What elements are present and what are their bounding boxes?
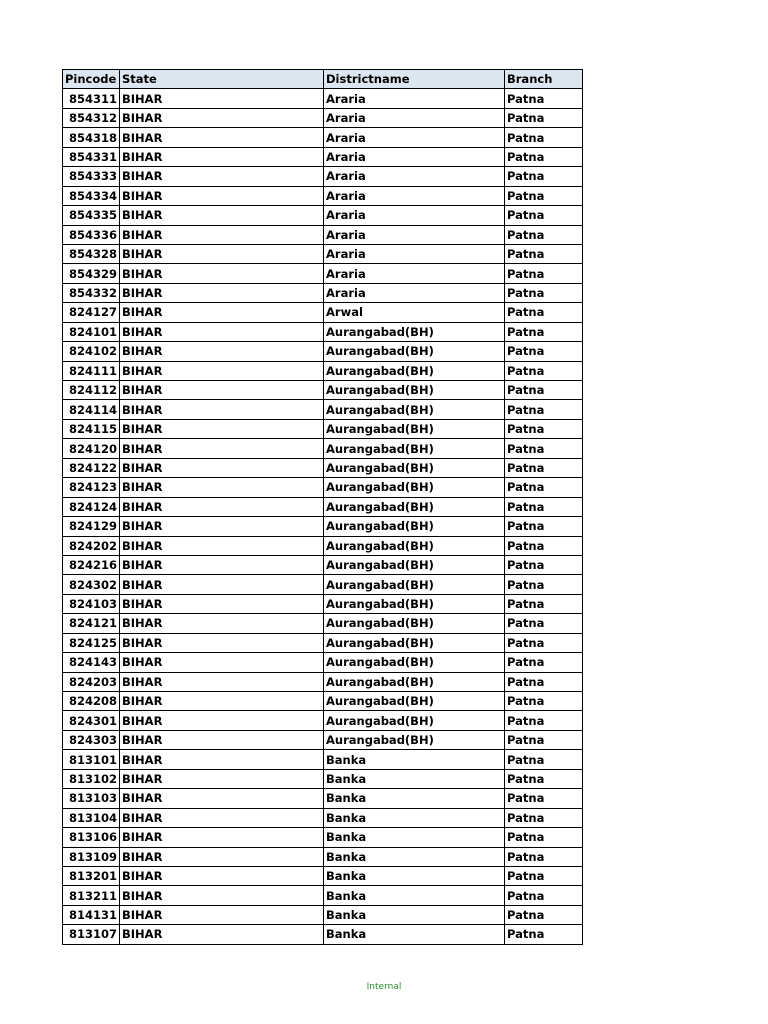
cell-state: BIHAR	[120, 828, 324, 847]
header-state: State	[120, 70, 324, 89]
table-row	[63, 847, 583, 866]
cell-state: BIHAR	[120, 108, 324, 127]
cell-branch: Patna	[505, 186, 583, 205]
cell-districtname: Banka	[324, 828, 505, 847]
table-row	[63, 322, 583, 341]
table-row	[63, 905, 583, 924]
cell-pincode: 824208	[63, 692, 120, 711]
footer-classification-label: Internal	[366, 982, 402, 992]
cell-pincode: 824102	[63, 342, 120, 361]
cell-branch: Patna	[505, 711, 583, 730]
cell-districtname: Arwal	[324, 303, 505, 322]
cell-districtname: Aurangabad(BH)	[324, 439, 505, 458]
cell-districtname: Aurangabad(BH)	[324, 711, 505, 730]
cell-branch: Patna	[505, 458, 583, 477]
table-row	[63, 186, 583, 205]
cell-pincode: 854336	[63, 225, 120, 244]
table-row	[63, 730, 583, 749]
cell-districtname: Aurangabad(BH)	[324, 594, 505, 613]
cell-districtname: Araria	[324, 206, 505, 225]
cell-districtname: Aurangabad(BH)	[324, 730, 505, 749]
cell-state: BIHAR	[120, 89, 324, 108]
cell-state: BIHAR	[120, 186, 324, 205]
cell-state: BIHAR	[120, 769, 324, 788]
cell-state: BIHAR	[120, 147, 324, 166]
pincode-table	[62, 69, 583, 945]
cell-state: BIHAR	[120, 925, 324, 944]
cell-pincode: 824111	[63, 361, 120, 380]
cell-districtname: Araria	[324, 225, 505, 244]
cell-pincode: 854331	[63, 147, 120, 166]
cell-state: BIHAR	[120, 789, 324, 808]
cell-districtname: Banka	[324, 905, 505, 924]
cell-pincode: 824115	[63, 419, 120, 438]
cell-branch: Patna	[505, 264, 583, 283]
table-row	[63, 594, 583, 613]
cell-pincode: 854333	[63, 167, 120, 186]
cell-districtname: Banka	[324, 866, 505, 885]
cell-state: BIHAR	[120, 692, 324, 711]
cell-districtname: Banka	[324, 886, 505, 905]
cell-branch: Patna	[505, 847, 583, 866]
cell-districtname: Banka	[324, 769, 505, 788]
cell-state: BIHAR	[120, 517, 324, 536]
cell-pincode: 854332	[63, 283, 120, 302]
cell-branch: Patna	[505, 478, 583, 497]
cell-pincode: 824129	[63, 517, 120, 536]
table-row	[63, 342, 583, 361]
cell-state: BIHAR	[120, 750, 324, 769]
cell-districtname: Banka	[324, 925, 505, 944]
cell-districtname: Aurangabad(BH)	[324, 322, 505, 341]
cell-pincode: 814131	[63, 905, 120, 924]
cell-districtname: Aurangabad(BH)	[324, 400, 505, 419]
table-row	[63, 497, 583, 516]
cell-state: BIHAR	[120, 322, 324, 341]
table-row	[63, 828, 583, 847]
cell-pincode: 854312	[63, 108, 120, 127]
cell-branch: Patna	[505, 866, 583, 885]
cell-districtname: Araria	[324, 244, 505, 263]
cell-branch: Patna	[505, 419, 583, 438]
table-row	[63, 244, 583, 263]
cell-districtname: Araria	[324, 89, 505, 108]
cell-pincode: 813211	[63, 886, 120, 905]
cell-branch: Patna	[505, 633, 583, 652]
cell-branch: Patna	[505, 167, 583, 186]
cell-branch: Patna	[505, 283, 583, 302]
table-row	[63, 711, 583, 730]
cell-branch: Patna	[505, 147, 583, 166]
cell-branch: Patna	[505, 692, 583, 711]
table-row	[63, 633, 583, 652]
cell-branch: Patna	[505, 808, 583, 827]
table-row	[63, 575, 583, 594]
cell-branch: Patna	[505, 517, 583, 536]
table-row	[63, 672, 583, 691]
cell-state: BIHAR	[120, 206, 324, 225]
table-row	[63, 555, 583, 574]
table-row	[63, 866, 583, 885]
cell-branch: Patna	[505, 789, 583, 808]
cell-state: BIHAR	[120, 672, 324, 691]
table-row	[63, 458, 583, 477]
cell-districtname: Aurangabad(BH)	[324, 672, 505, 691]
cell-state: BIHAR	[120, 594, 324, 613]
cell-districtname: Araria	[324, 108, 505, 127]
table-row	[63, 808, 583, 827]
table-row	[63, 419, 583, 438]
table-row	[63, 303, 583, 322]
cell-districtname: Aurangabad(BH)	[324, 692, 505, 711]
cell-districtname: Aurangabad(BH)	[324, 575, 505, 594]
cell-pincode: 824203	[63, 672, 120, 691]
table-row	[63, 925, 583, 944]
table-row	[63, 769, 583, 788]
cell-pincode: 813104	[63, 808, 120, 827]
cell-branch: Patna	[505, 828, 583, 847]
cell-branch: Patna	[505, 555, 583, 574]
cell-state: BIHAR	[120, 866, 324, 885]
cell-state: BIHAR	[120, 633, 324, 652]
cell-state: BIHAR	[120, 808, 324, 827]
cell-branch: Patna	[505, 653, 583, 672]
cell-pincode: 824302	[63, 575, 120, 594]
table-row	[63, 750, 583, 769]
cell-districtname: Araria	[324, 128, 505, 147]
cell-pincode: 824125	[63, 633, 120, 652]
header-districtname: Districtname	[324, 70, 505, 89]
table-row	[63, 400, 583, 419]
cell-districtname: Banka	[324, 808, 505, 827]
cell-pincode: 854328	[63, 244, 120, 263]
table-row	[63, 886, 583, 905]
cell-pincode: 824202	[63, 536, 120, 555]
cell-branch: Patna	[505, 575, 583, 594]
cell-districtname: Araria	[324, 147, 505, 166]
cell-districtname: Aurangabad(BH)	[324, 342, 505, 361]
cell-branch: Patna	[505, 497, 583, 516]
cell-state: BIHAR	[120, 905, 324, 924]
cell-pincode: 824123	[63, 478, 120, 497]
cell-districtname: Banka	[324, 847, 505, 866]
cell-branch: Patna	[505, 128, 583, 147]
cell-pincode: 824301	[63, 711, 120, 730]
cell-districtname: Aurangabad(BH)	[324, 419, 505, 438]
cell-state: BIHAR	[120, 478, 324, 497]
cell-state: BIHAR	[120, 458, 324, 477]
cell-branch: Patna	[505, 886, 583, 905]
header-branch: Branch	[505, 70, 583, 89]
table-row	[63, 381, 583, 400]
cell-pincode: 824303	[63, 730, 120, 749]
cell-pincode: 813102	[63, 769, 120, 788]
cell-branch: Patna	[505, 244, 583, 263]
cell-districtname: Aurangabad(BH)	[324, 633, 505, 652]
cell-pincode: 813103	[63, 789, 120, 808]
cell-branch: Patna	[505, 303, 583, 322]
cell-branch: Patna	[505, 225, 583, 244]
cell-districtname: Aurangabad(BH)	[324, 458, 505, 477]
header-row	[63, 70, 583, 89]
table-row	[63, 439, 583, 458]
cell-pincode: 813107	[63, 925, 120, 944]
cell-districtname: Aurangabad(BH)	[324, 653, 505, 672]
cell-branch: Patna	[505, 439, 583, 458]
table-row	[63, 128, 583, 147]
table-row	[63, 653, 583, 672]
cell-state: BIHAR	[120, 439, 324, 458]
header-pincode: Pincode	[63, 70, 120, 89]
cell-state: BIHAR	[120, 381, 324, 400]
cell-branch: Patna	[505, 750, 583, 769]
cell-state: BIHAR	[120, 303, 324, 322]
cell-branch: Patna	[505, 769, 583, 788]
cell-state: BIHAR	[120, 264, 324, 283]
cell-pincode: 824114	[63, 400, 120, 419]
cell-districtname: Araria	[324, 283, 505, 302]
table-row	[63, 89, 583, 108]
cell-pincode: 824143	[63, 653, 120, 672]
cell-state: BIHAR	[120, 555, 324, 574]
cell-branch: Patna	[505, 361, 583, 380]
cell-districtname: Aurangabad(BH)	[324, 555, 505, 574]
cell-state: BIHAR	[120, 711, 324, 730]
cell-branch: Patna	[505, 342, 583, 361]
cell-pincode: 824112	[63, 381, 120, 400]
table-row	[63, 147, 583, 166]
cell-state: BIHAR	[120, 128, 324, 147]
cell-branch: Patna	[505, 400, 583, 419]
cell-pincode: 824127	[63, 303, 120, 322]
cell-state: BIHAR	[120, 167, 324, 186]
cell-branch: Patna	[505, 905, 583, 924]
table-body	[63, 89, 583, 944]
cell-districtname: Banka	[324, 789, 505, 808]
table-row	[63, 108, 583, 127]
table-row	[63, 478, 583, 497]
cell-branch: Patna	[505, 108, 583, 127]
table-row	[63, 614, 583, 633]
table-row	[63, 206, 583, 225]
table-row	[63, 361, 583, 380]
cell-state: BIHAR	[120, 886, 324, 905]
cell-pincode: 813201	[63, 866, 120, 885]
table-row	[63, 789, 583, 808]
cell-pincode: 824103	[63, 594, 120, 613]
cell-branch: Patna	[505, 594, 583, 613]
cell-pincode: 854329	[63, 264, 120, 283]
cell-branch: Patna	[505, 381, 583, 400]
cell-state: BIHAR	[120, 575, 324, 594]
cell-state: BIHAR	[120, 244, 324, 263]
cell-pincode: 824216	[63, 555, 120, 574]
cell-pincode: 824122	[63, 458, 120, 477]
table-row	[63, 692, 583, 711]
cell-branch: Patna	[505, 206, 583, 225]
cell-pincode: 854335	[63, 206, 120, 225]
cell-pincode: 813101	[63, 750, 120, 769]
cell-state: BIHAR	[120, 497, 324, 516]
cell-branch: Patna	[505, 536, 583, 555]
cell-branch: Patna	[505, 672, 583, 691]
cell-pincode: 854311	[63, 89, 120, 108]
cell-state: BIHAR	[120, 400, 324, 419]
table-row	[63, 167, 583, 186]
cell-districtname: Araria	[324, 264, 505, 283]
cell-districtname: Araria	[324, 167, 505, 186]
cell-state: BIHAR	[120, 614, 324, 633]
cell-state: BIHAR	[120, 283, 324, 302]
cell-districtname: Aurangabad(BH)	[324, 497, 505, 516]
table-row	[63, 264, 583, 283]
cell-state: BIHAR	[120, 361, 324, 380]
cell-districtname: Aurangabad(BH)	[324, 381, 505, 400]
cell-branch: Patna	[505, 614, 583, 633]
cell-districtname: Banka	[324, 750, 505, 769]
cell-branch: Patna	[505, 925, 583, 944]
cell-districtname: Aurangabad(BH)	[324, 536, 505, 555]
cell-districtname: Aurangabad(BH)	[324, 478, 505, 497]
table-header	[63, 70, 583, 89]
cell-pincode: 824120	[63, 439, 120, 458]
cell-districtname: Aurangabad(BH)	[324, 614, 505, 633]
cell-districtname: Aurangabad(BH)	[324, 517, 505, 536]
cell-districtname: Araria	[324, 186, 505, 205]
cell-state: BIHAR	[120, 419, 324, 438]
table-row	[63, 225, 583, 244]
cell-state: BIHAR	[120, 225, 324, 244]
cell-pincode: 824101	[63, 322, 120, 341]
cell-pincode: 824121	[63, 614, 120, 633]
cell-state: BIHAR	[120, 653, 324, 672]
cell-branch: Patna	[505, 322, 583, 341]
cell-state: BIHAR	[120, 342, 324, 361]
cell-districtname: Aurangabad(BH)	[324, 361, 505, 380]
cell-pincode: 813106	[63, 828, 120, 847]
cell-branch: Patna	[505, 730, 583, 749]
table-row	[63, 283, 583, 302]
cell-state: BIHAR	[120, 730, 324, 749]
cell-pincode: 813109	[63, 847, 120, 866]
cell-state: BIHAR	[120, 536, 324, 555]
cell-state: BIHAR	[120, 847, 324, 866]
cell-pincode: 854334	[63, 186, 120, 205]
table-row	[63, 517, 583, 536]
table-row	[63, 536, 583, 555]
cell-branch: Patna	[505, 89, 583, 108]
cell-pincode: 854318	[63, 128, 120, 147]
cell-pincode: 824124	[63, 497, 120, 516]
